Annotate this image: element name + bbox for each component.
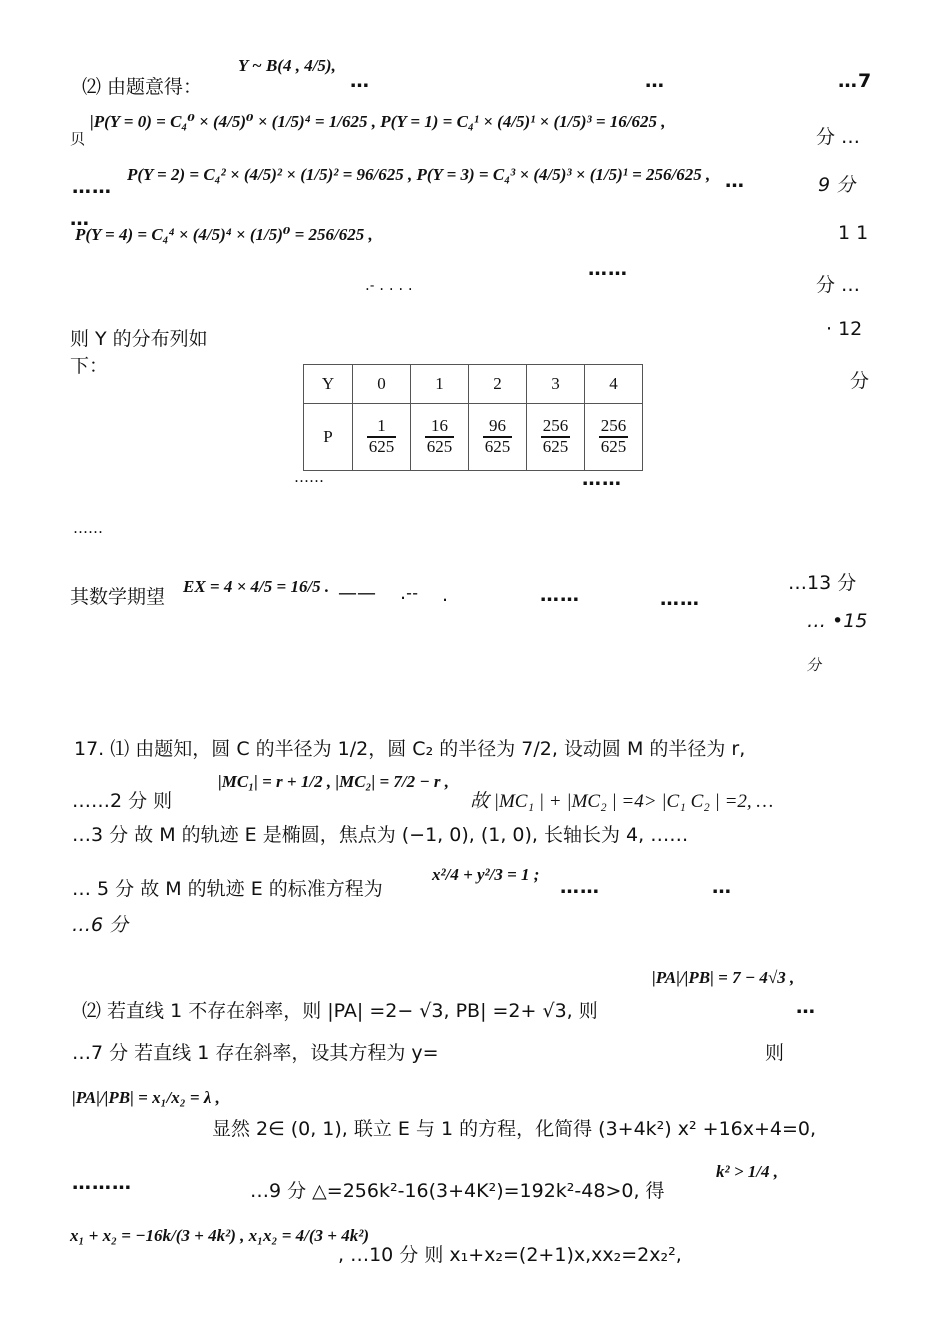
score-marker-13: …13 分 [788, 572, 857, 594]
expectation-label: 其数学期望 [70, 586, 166, 608]
probability-p2-p3: P(Y = 2) = C₄² × (4/5)² × (1/5)² = 96/625 , P(Y = 3) = C₄³ × (4/5)³ × (1/5)¹ = 256/625 , [127, 165, 711, 184]
dots: …… [582, 468, 622, 490]
denominator: 625 [426, 437, 453, 456]
dots: … [70, 208, 90, 230]
q17-line10: , …10 分 则 x₁+x₂=(2+1)x,xx₂=2x₂², [338, 1244, 682, 1266]
probability-p4: P(Y = 4) = C₄⁴ × (4/5)⁴ × (1/5)⁰ = 256/625 , [75, 225, 373, 244]
fraction [541, 417, 571, 456]
q17-line3: …3 分 故 M 的轨迹 E 是椭圆，焦点为 (−1, 0), (1, 0), 长轴长为 4, …… [72, 824, 689, 846]
score-marker-9: 9 分 [818, 174, 856, 196]
numerator: 16 [425, 417, 455, 438]
q17-radius-formula: |MC₁| = r + 1/2 , |MC₂| = 7/2 − r , [218, 772, 450, 791]
q17-line8: 显然 2∈ (0, 1), 联立 E 与 1 的方程，化简得 (3+4k²) x² +16x+4=0, [212, 1118, 817, 1140]
dots: … [796, 996, 816, 1018]
expectation-formula: EX = 4 × 4/5 = 16/5 . [183, 577, 330, 596]
score-label: 分 … [816, 126, 861, 148]
table-cell [411, 404, 469, 471]
score-marker-15: … •15 [807, 610, 868, 632]
fraction [599, 417, 629, 456]
q17-line2-start: ……2 分 则 [72, 790, 173, 812]
fraction [483, 417, 513, 456]
distribution-table [303, 364, 643, 471]
ratio-lambda-formula: |PA|/|PB| = x₁/x₂ = λ , [72, 1088, 220, 1107]
table-cell: 4 [585, 365, 643, 404]
dash: .˗˗ [400, 582, 419, 604]
dash: —— [338, 582, 376, 604]
binomial-distribution-formula: Y ~ B(4 , 4/5), [238, 56, 336, 75]
denominator: 625 [542, 437, 569, 456]
denominator: 625 [600, 437, 627, 456]
table-cell: 0 [353, 365, 411, 404]
dots: … [712, 876, 732, 898]
fraction [367, 417, 397, 456]
q17-line6: ⑵ 若直线 1 不存在斜率，则 |PA| =2− √3, PB| =2+ √3, 则 [82, 1000, 598, 1022]
score-label: 分 [850, 370, 870, 392]
part2-intro: ⑵ 由题意得： [82, 76, 203, 98]
dots: … [725, 170, 745, 192]
q17-line5: …6 分 [72, 914, 129, 936]
score-marker-11: 1 1 [838, 222, 869, 244]
table-cell: 1 [411, 365, 469, 404]
k-squared-inequality: k² > 1/4 , [716, 1162, 779, 1181]
table-cell: 2 [469, 365, 527, 404]
q17-line4-start: … 5 分 故 M 的轨迹 E 的标准方程为 [72, 878, 383, 900]
distribution-intro: 则 Y 的分布列如下： [70, 328, 208, 377]
pa-pb-ratio-formula: |PA|/|PB| = 7 − 4√3 , [652, 968, 795, 987]
dots: …… [660, 588, 700, 610]
dot: . [442, 584, 449, 606]
table-header-row [304, 365, 643, 404]
dots: …… [72, 176, 112, 198]
table-cell: 3 [527, 365, 585, 404]
q17-line2-end: 故 |MC₁ | + |MC₂ | =4> |C₁ C₂ | =2, … [470, 791, 774, 812]
dots: …… [560, 876, 600, 898]
fraction [425, 417, 455, 456]
vieta-formulas: x₁ + x₂ = −16k/(3 + 4k²) , x₁x₂ = 4/(3 + 4k²) [70, 1226, 369, 1245]
table-row [304, 404, 643, 471]
denominator: 625 [368, 437, 395, 456]
numerator: 256 [541, 417, 571, 438]
numerator: 96 [483, 417, 513, 438]
table-cell [353, 404, 411, 471]
numerator: 256 [599, 417, 629, 438]
dots: ……… [72, 1172, 132, 1194]
probability-p0-p1: |P(Y = 0) = C₄⁰ × (4/5)⁰ × (1/5)⁴ = 1/625 , P(Y = 1) = C₄¹ × (4/5)¹ × (1/5)³ = 16/625 , [90, 112, 666, 131]
table-cell: P [304, 404, 353, 471]
score-marker-7: …7 [838, 70, 873, 92]
dots: … [350, 70, 370, 92]
q17-line1: 17. ⑴ 由题知，圆 C 的半径为 1/2，圆 C₂ 的半径为 7/2, 设动圆 M 的半径为 r, [74, 738, 746, 760]
dots: …… [588, 258, 628, 280]
dots: …… [294, 468, 324, 486]
table-cell: Y [304, 365, 353, 404]
dots: …… [540, 584, 580, 606]
score-label: 分 [806, 656, 822, 674]
dots: … [645, 70, 665, 92]
table-cell [585, 404, 643, 471]
numerator: 1 [367, 417, 397, 438]
ellipse-equation: x²/4 + y²/3 = 1 ; [432, 865, 540, 884]
q17-line7-end: 则 [765, 1042, 785, 1064]
score-label: 分 … [816, 274, 861, 296]
bei-char: 贝 [70, 132, 86, 148]
q17-line7: …7 分 若直线 1 存在斜率，设其方程为 y= [72, 1042, 439, 1064]
table-cell [469, 404, 527, 471]
dots: …… [73, 519, 103, 537]
score-marker-12: · 12 [826, 318, 863, 340]
dots: .˗ . . . . [365, 276, 413, 294]
q17-line9: …9 分 △=256k²-16(3+4K²)=192k²-48>0, 得 [250, 1180, 665, 1202]
denominator: 625 [484, 437, 511, 456]
table-cell [527, 404, 585, 471]
